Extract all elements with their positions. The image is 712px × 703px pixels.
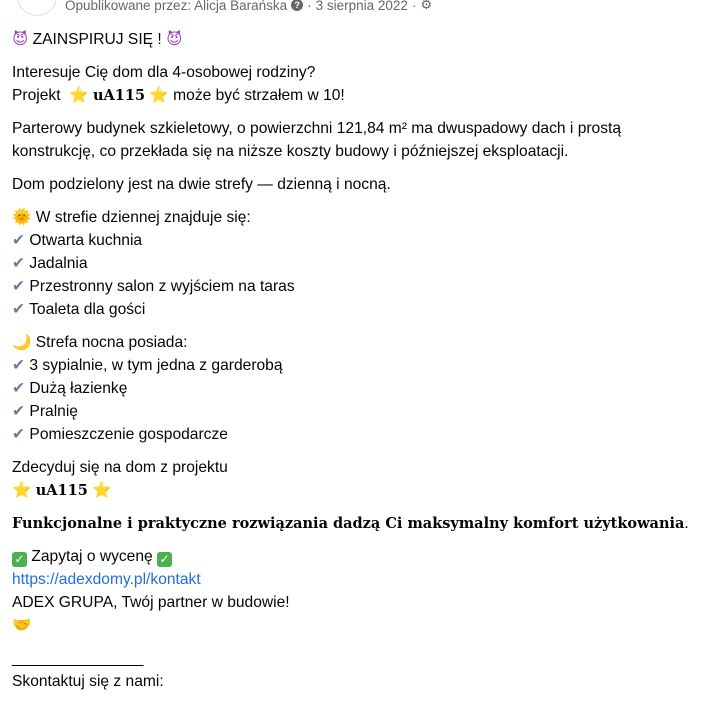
divider: _________________: [12, 650, 143, 667]
contact-link-row: [12, 568, 702, 591]
list-item: [12, 354, 702, 377]
check-mark-icon: ✔: [12, 402, 26, 420]
list-item-label: Dużą łazienkę: [29, 380, 128, 397]
post-body: [12, 28, 702, 703]
contact-us: Skontaktuj się z nami:: [12, 673, 164, 690]
list-item: [12, 400, 702, 423]
night-zone-title-row: [12, 331, 702, 354]
headline-text: ZAINSPIRUJ SIĘ !: [32, 31, 162, 48]
list-item: [12, 377, 702, 400]
decide-line: Zdecyduj się na dom z projektu: [12, 459, 228, 476]
author-label[interactable]: Opublikowane przez: Alicja Barańska: [65, 0, 288, 13]
list-item-label: Pralnię: [29, 403, 78, 420]
contact-link[interactable]: https://adexdomy.pl/kontakt: [12, 571, 201, 588]
zones-intro: Dom podzielony jest na dwie strefy — dzienną i nocną.: [12, 176, 391, 193]
crescent-moon-icon: 🌙: [12, 333, 32, 351]
day-zone-title: W strefie dziennej znajduje się:: [35, 209, 251, 226]
list-item-label: Otwarta kuchnia: [29, 232, 143, 249]
decide-paragraph: [12, 456, 702, 502]
project-code: uA115: [92, 87, 146, 104]
list-item-label: Toaleta dla gości: [29, 301, 146, 318]
night-zone-title: Strefa nocna posiada:: [35, 334, 188, 351]
partner-line: ADEX GRUPA, Twój partner w budowie!: [12, 594, 290, 611]
list-item-label: 3 sypialnie, w tym jedna z garderobą: [29, 357, 283, 374]
smiling-face-with-horns-icon: 😈: [166, 30, 183, 48]
avatar[interactable]: [17, 0, 57, 16]
list-item-label: Przestronny salon z wyjściem na taras: [29, 278, 295, 295]
project-code: uA115: [35, 482, 88, 499]
intro-line: Interesuje Cię dom dla 4-osobowej rodziny?: [12, 64, 316, 81]
star-icon: ⭐: [92, 481, 112, 499]
list-item: [12, 252, 702, 275]
green-check-icon: ✓: [12, 552, 27, 567]
post-header: [0, 0, 712, 20]
star-icon: ⭐: [12, 481, 32, 499]
check-mark-icon: ✔: [12, 300, 26, 318]
check-mark-icon: ✔: [12, 254, 26, 272]
list-item: [12, 423, 702, 446]
check-mark-icon: ✔: [12, 379, 26, 397]
post-meta: [65, 0, 432, 13]
bold-statement: Funkcjonalne i praktyczne rozwiązania dadzą Ci maksymalny komfort użytkowania: [12, 515, 685, 532]
contact-paragraph: [12, 545, 702, 637]
decide-code-row: [12, 479, 702, 502]
handshake-icon: 🤝: [12, 616, 32, 634]
check-mark-icon: ✔: [12, 425, 26, 443]
description: Parterowy budynek szkieletowy, o powierzchni 121,84 m² ma dwuspadowy dach i prostą konstrukcję, co przekłada się na niższe koszty budowy i późniejszej eksploatacji.: [12, 120, 622, 160]
green-check-icon: ✓: [157, 552, 172, 567]
sun-icon: 🌞: [12, 208, 32, 226]
list-item-label: Jadalnia: [29, 255, 88, 272]
list-item: [12, 229, 702, 252]
project-prefix: Projekt: [12, 87, 61, 104]
intro-line-project: [12, 84, 702, 107]
project-suffix: może być strzałem w 10!: [173, 87, 345, 104]
intro-paragraph: [12, 61, 702, 107]
quote-row: [12, 545, 702, 568]
list-item-label: Pomieszczenie gospodarcze: [29, 426, 228, 443]
star-icon: ⭐: [149, 86, 169, 104]
list-item: [12, 298, 702, 321]
gear-icon[interactable]: ⚙: [420, 0, 433, 12]
meta-separator: ·: [411, 0, 417, 13]
bold-statement-paragraph: [12, 512, 702, 535]
list-item: [12, 275, 702, 298]
check-mark-icon: ✔: [12, 356, 26, 374]
day-zone-title-row: [12, 206, 702, 229]
quote-label: Zapytaj o wycenę: [31, 548, 153, 565]
smiling-face-with-horns-icon: 😈: [12, 30, 29, 48]
check-mark-icon: ✔: [12, 231, 26, 249]
check-mark-icon: ✔: [12, 277, 26, 295]
question-circle-icon[interactable]: ?: [291, 0, 303, 11]
bold-statement-end: .: [684, 515, 689, 532]
footer-paragraph: [12, 647, 702, 693]
meta-separator: ·: [307, 0, 312, 13]
day-zone-list: [12, 206, 702, 321]
headline: [12, 28, 702, 51]
star-icon: ⭐: [69, 86, 89, 104]
post-date[interactable]: 3 sierpnia 2022: [315, 0, 408, 13]
night-zone-list: [12, 331, 702, 446]
